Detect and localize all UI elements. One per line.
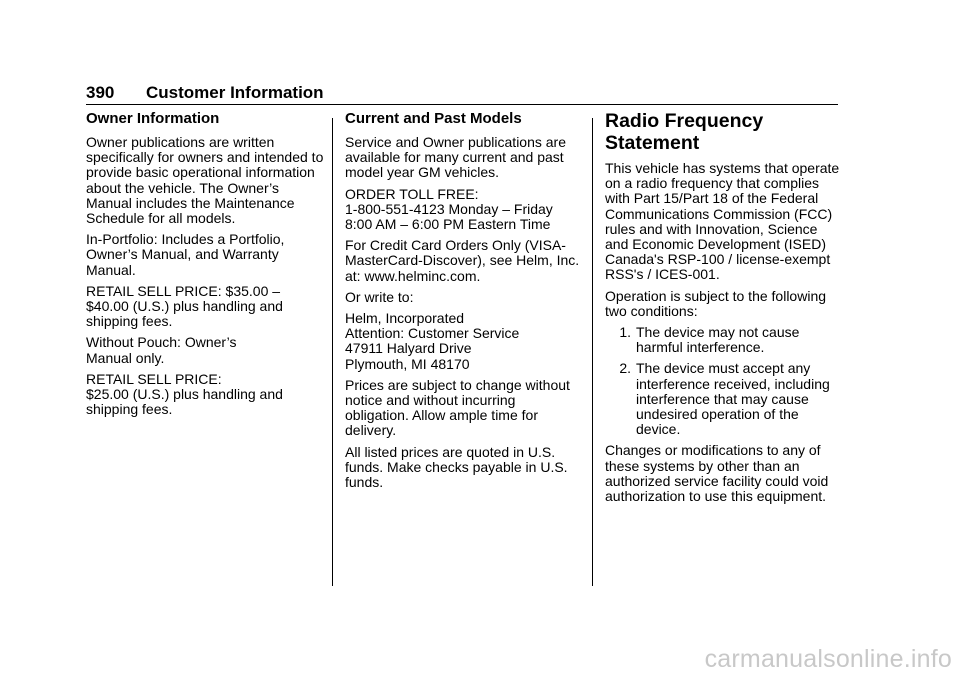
column-divider <box>592 118 593 586</box>
column-divider <box>332 118 333 586</box>
paragraph: Helm, Incorporated Attention: Customer Service 47911 Halyard Drive Plymouth, MI 48170 <box>345 310 520 372</box>
paragraph: Prices are subject to change without notice and without incurring obligation. Allow ample time for delivery. <box>345 376 570 439</box>
list-item-text: The device may not cause harmful interference. <box>636 324 800 356</box>
paragraph: Owner publications are written specifically for owners and intended to provide basic operational information about the vehicle. The Owner’s Manual includes the Maintenance Schedule for all models. <box>86 134 324 227</box>
paragraph: All listed prices are quoted in U.S. funds. Make checks payable in U.S. funds. <box>345 443 568 491</box>
section-heading-owner-information: Owner Information <box>86 110 220 127</box>
column-owner-information <box>86 110 326 423</box>
paragraph: RETAIL SELL PRICE: $25.00 (U.S.) plus handling and shipping fees. <box>86 370 283 418</box>
paragraph: RETAIL SELL PRICE: $35.00 – $40.00 (U.S.) plus handling and shipping fees. <box>86 282 283 330</box>
watermark: carmanualsonline.info <box>704 645 952 673</box>
column-current-past-models <box>345 110 581 496</box>
list-item-number: 2. <box>619 360 631 377</box>
conditions-list <box>605 325 841 437</box>
paragraph: Without Pouch: Owner’s Manual only. <box>86 334 237 366</box>
section-heading-radio-frequency: Radio Frequency Statement <box>605 110 764 154</box>
paragraph: This vehicle has systems that operate on a radio frequency that complies with Part 15/Part 18 of the Federal Communications Commission (FCC) rules and with Innovation, Science and Economic Development (ISED) Canada's RSP-100 / license-exempt RSS's / ICES-001. <box>605 160 840 283</box>
paragraph: Or write to: <box>345 288 414 305</box>
list-item <box>605 361 841 437</box>
paragraph: Service and Owner publications are available for many current and past model year GM vehicles. <box>345 134 567 181</box>
section-heading-current-past-models: Current and Past Models <box>345 110 522 127</box>
list-item-number: 1. <box>619 324 631 341</box>
header-rule <box>86 104 838 105</box>
paragraph: ORDER TOLL FREE: 1-800-551-4123 Monday – Friday 8:00 AM – 6:00 PM Eastern Time <box>345 185 553 233</box>
page-header <box>86 82 838 104</box>
paragraph: Operation is subject to the following two conditions: <box>605 287 827 319</box>
page-title: Customer Information <box>146 83 324 102</box>
paragraph: Changes or modifications to any of these systems by other than an authorized service facility could void authorization to use this equipment. <box>605 442 829 505</box>
list-item <box>605 325 841 355</box>
page-number: 390 <box>86 83 115 102</box>
column-radio-frequency <box>605 110 841 510</box>
paragraph: For Credit Card Orders Only (VISA-MasterCard-Discover), see Helm, Inc. at: www.helminc.com. <box>345 237 580 284</box>
paragraph: In-Portfolio: Includes a Portfolio, Owner’s Manual, and Warranty Manual. <box>86 231 285 278</box>
list-item-text: The device must accept any interference received, including interference that may cause undesired operation of the device. <box>636 360 830 438</box>
